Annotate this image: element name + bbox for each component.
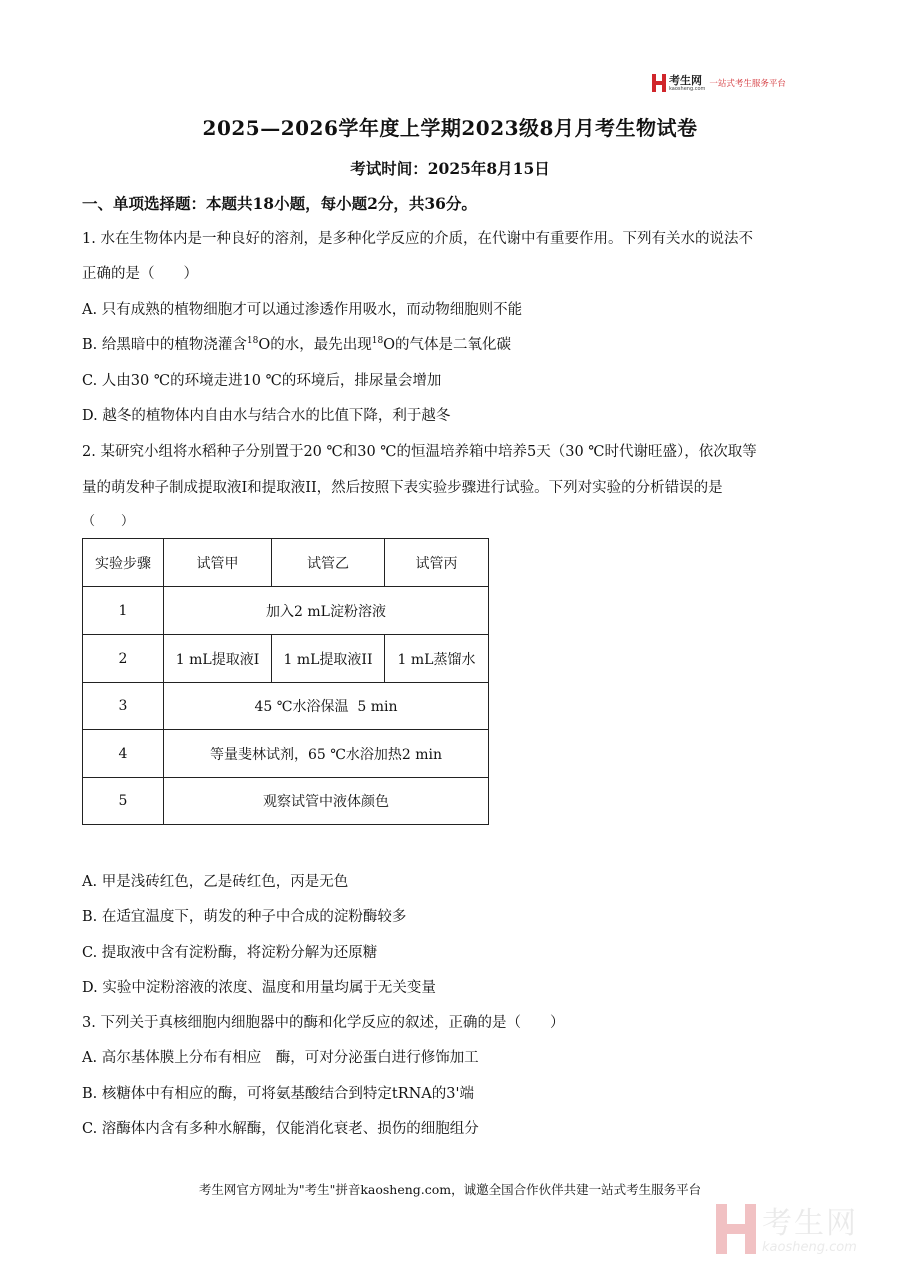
table-step-cell: 5 <box>83 778 164 825</box>
table-merged-cell: 加入2 mL淀粉溶液 <box>164 587 489 635</box>
exam-title: 2025—2026学年度上学期2023级8月月考生物试卷 <box>202 116 698 140</box>
experiment-steps-table <box>82 538 489 825</box>
q3-option-a: A. 高尔基体膜上分布有相应 酶，可对分泌蛋白进行修饰加工 <box>82 1050 479 1066</box>
q2-option-b: B. 在适宜温度下，萌发的种子中合成的淀粉酶较多 <box>82 909 407 925</box>
page-footer: 考生网官方网址为"考生"拼音kaosheng.com，诚邀全国合作伙伴共建一站式考生服务平台 <box>198 1182 702 1197</box>
section-heading: 一、单项选择题：本题共18小题，每小题2分，共36分。 <box>82 194 477 213</box>
table-header-cell: 试管丙 <box>385 539 489 587</box>
table-merged-cell: 45 ℃水浴保温 5 min <box>164 683 489 730</box>
q2-stem-line1: 2. 某研究小组将水稻种子分别置于20 ℃和30 ℃的恒温培养箱中培养5天（30 ℃时代谢旺盛），依次取等 <box>82 444 757 460</box>
table-cell: 1 mL蒸馏水 <box>385 635 489 683</box>
q3-stem: 3. 下列关于真核细胞内细胞器中的酶和化学反应的叙述，正确的是（ ） <box>82 1015 565 1031</box>
kaosheng-logo-icon <box>652 74 666 92</box>
q2-option-a: A. 甲是浅砖红色，乙是砖红色，丙是无色 <box>82 874 349 890</box>
table-step-cell: 2 <box>83 635 164 683</box>
q2-option-d: D. 实验中淀粉溶液的浓度、温度和用量均属于无关变量 <box>82 980 436 996</box>
q1-stem-line1: 1. 水在生物体内是一种良好的溶剂，是多种化学反应的介质，在代谢中有重要作用。下列有关水的说法不 <box>82 231 753 247</box>
table-header-cell: 实验步骤 <box>83 539 164 587</box>
q1-stem-line2: 正确的是（ ） <box>82 266 198 282</box>
watermark-domain: kaosheng.com <box>762 1239 857 1255</box>
q2-option-c: C. 提取液中含有淀粉酶，将淀粉分解为还原糖 <box>82 945 378 961</box>
q1-option-d: D. 越冬的植物体内自由水与结合水的比值下降，利于越冬 <box>82 408 451 424</box>
q2-stem-line3: （ ） <box>82 514 135 529</box>
watermark-name: 考生网 <box>762 1205 858 1241</box>
q3-option-c: C. 溶酶体内含有多种水解酶，仅能消化衰老、损伤的细胞组分 <box>82 1121 479 1137</box>
logo-slogan: 一站式考生服务平台 <box>709 79 786 89</box>
watermark-logo-icon <box>716 1204 756 1258</box>
q3-option-b: B. 核糖体中有相应的酶，可将氨基酸结合到特定tRNA的3'端 <box>82 1086 474 1102</box>
table-merged-cell: 观察试管中液体颜色 <box>164 778 489 825</box>
q1-option-a: A. 只有成熟的植物细胞才可以通过渗透作用吸水，而动物细胞则不能 <box>82 302 523 318</box>
q1-option-c: C. 人由30 ℃的环境走进10 ℃的环境后，排尿量会增加 <box>82 373 442 389</box>
logo-domain: kaosheng.com <box>669 85 706 92</box>
q1-option-b: B. 给黑暗中的植物浇灌含$^{18}$O的水，最先出现$^{18}$O的气体是二氧化碳 <box>82 336 512 353</box>
table-step-cell: 3 <box>83 683 164 730</box>
q2-stem-line2: 量的萌发种子制成提取液I和提取液II，然后按照下表实验步骤进行试验。下列对实验的分析错误的是 <box>82 480 723 496</box>
table-step-cell: 1 <box>83 587 164 635</box>
logo-name: 考生网 <box>669 73 702 87</box>
header-logo <box>652 74 786 92</box>
table-header-cell: 试管甲 <box>164 539 272 587</box>
table-step-cell: 4 <box>83 730 164 778</box>
table-cell: 1 mL提取液II <box>272 635 385 683</box>
table-merged-cell: 等量斐林试剂，65 ℃水浴加热2 min <box>164 730 489 778</box>
table-cell: 1 mL提取液I <box>164 635 272 683</box>
watermark <box>716 1204 858 1258</box>
exam-time: 考试时间：2025年8月15日 <box>350 159 550 178</box>
table-header-cell: 试管乙 <box>272 539 385 587</box>
